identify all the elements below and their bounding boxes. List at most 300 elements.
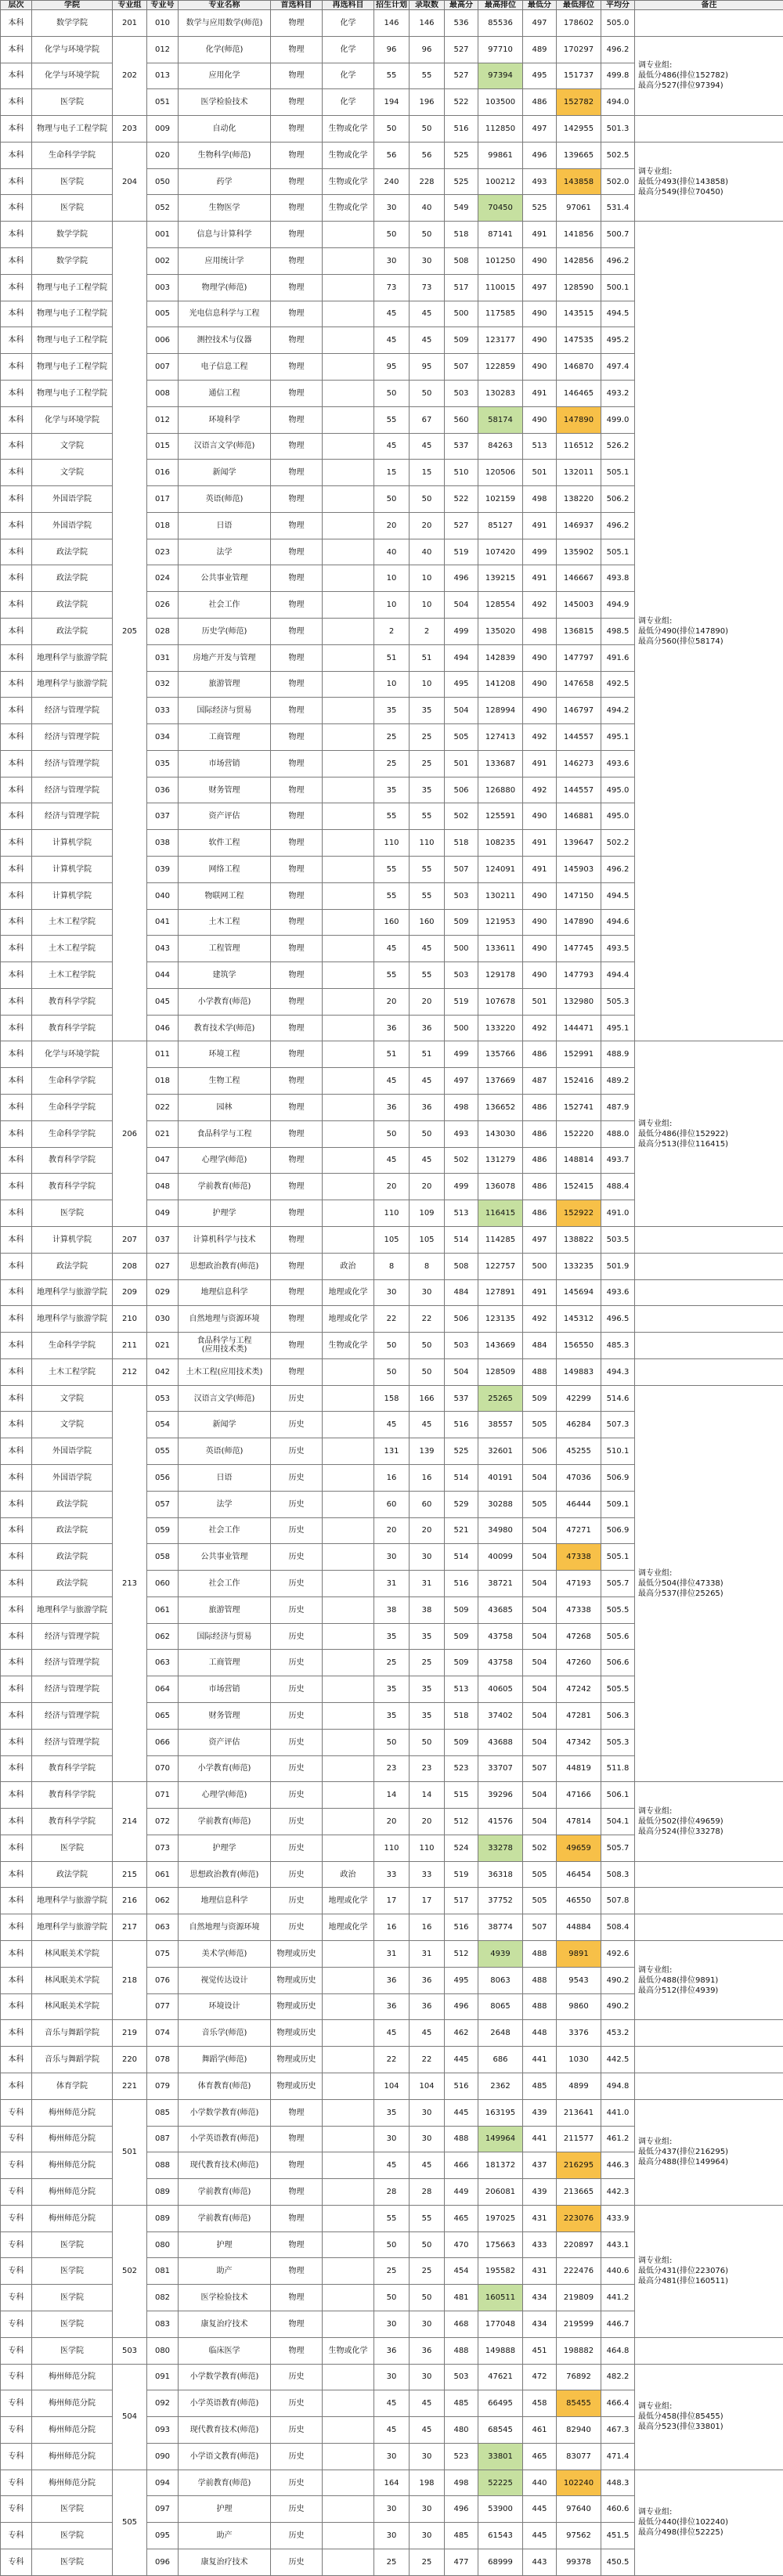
group-code-cell: 215 (113, 1861, 147, 1888)
first-subject-cell: 历史 (271, 2496, 323, 2523)
min-score-cell: 437 (523, 2152, 557, 2179)
admitted-cell: 45 (410, 2390, 445, 2417)
min-rank-cell: 47166 (557, 1782, 601, 1809)
major-code-cell: 057 (147, 1491, 179, 1517)
plan-cell: 20 (374, 988, 410, 1015)
major-name-cell: 英语(师范) (179, 1438, 271, 1465)
average-cell: 499.0 (601, 406, 635, 433)
admitted-cell: 45 (410, 936, 445, 962)
major-code-cell: 097 (147, 2496, 179, 2523)
min-score-cell: 472 (523, 2364, 557, 2390)
major-code-cell: 022 (147, 1095, 179, 1121)
admitted-cell: 50 (410, 1333, 445, 1359)
min-rank-cell: 147658 (557, 671, 601, 698)
level-cell: 本科 (1, 882, 32, 909)
school-cell: 数学学院 (32, 222, 113, 248)
admitted-cell: 104 (410, 2073, 445, 2099)
table-row (1, 10, 783, 37)
min-rank-cell: 170297 (557, 36, 601, 63)
level-cell: 本科 (1, 1517, 32, 1544)
major-name-cell: 旅游管理 (179, 671, 271, 698)
first-subject-cell: 物理 (271, 1200, 323, 1227)
major-code-cell: 095 (147, 2523, 179, 2549)
school-cell: 政法学院 (32, 1571, 113, 1597)
min-rank-cell: 147890 (557, 909, 601, 936)
min-rank-cell: 47242 (557, 1676, 601, 1703)
second-subject-cell: 化学 (323, 63, 374, 89)
major-code-cell: 023 (147, 539, 179, 565)
second-subject-cell: 化学 (323, 89, 374, 116)
second-subject-cell: 地理或化学 (323, 1279, 374, 1306)
plan-cell: 105 (374, 1226, 410, 1253)
max-rank-cell: 123177 (478, 327, 523, 354)
plan-cell: 20 (374, 1517, 410, 1544)
major-code-cell: 003 (147, 274, 179, 301)
average-cell: 493.6 (601, 750, 635, 777)
plan-cell: 20 (374, 1174, 410, 1200)
major-code-cell: 096 (147, 2549, 179, 2576)
plan-cell: 50 (374, 486, 410, 513)
second-subject-cell (323, 1729, 374, 1755)
table-row (1, 2020, 783, 2047)
min-rank-cell: 46550 (557, 1888, 601, 1914)
min-score-cell: 497 (523, 116, 557, 143)
admitted-cell: 50 (410, 116, 445, 143)
level-cell: 专科 (1, 2126, 32, 2152)
min-rank-cell: 146667 (557, 565, 601, 592)
second-subject-cell (323, 644, 374, 671)
second-subject-cell (323, 1147, 374, 1174)
average-cell: 505.6 (601, 1623, 635, 1650)
min-score-cell: 492 (523, 777, 557, 803)
max-rank-cell: 133687 (478, 750, 523, 777)
first-subject-cell: 历史 (271, 2470, 323, 2496)
major-name-cell: 市场营销 (179, 1676, 271, 1703)
major-name-cell: 物理学(师范) (179, 274, 271, 301)
level-cell: 本科 (1, 327, 32, 354)
max-rank-cell: 34980 (478, 1517, 523, 1544)
major-code-cell: 062 (147, 1888, 179, 1914)
admitted-cell: 56 (410, 142, 445, 168)
remark-cell (635, 10, 783, 37)
major-name-cell: 公共事业管理 (179, 1544, 271, 1571)
level-cell: 本科 (1, 142, 32, 168)
max-score-cell: 524 (445, 1835, 478, 1861)
min-score-cell: 434 (523, 2285, 557, 2311)
second-subject-cell (323, 1941, 374, 1968)
plan-cell: 30 (374, 2126, 410, 2152)
major-code-cell: 049 (147, 1200, 179, 1227)
level-cell: 本科 (1, 1491, 32, 1517)
school-cell: 化学与环境学院 (32, 63, 113, 89)
header-cell: 层次 (1, 1, 32, 10)
max-score-cell: 503 (445, 882, 478, 909)
level-cell: 本科 (1, 777, 32, 803)
average-cell: 506.9 (601, 1464, 635, 1491)
min-score-cell: 505 (523, 1491, 557, 1517)
major-code-cell: 054 (147, 1412, 179, 1438)
first-subject-cell: 历史 (271, 1412, 323, 1438)
major-code-cell: 091 (147, 2364, 179, 2390)
second-subject-cell (323, 1755, 374, 1782)
level-cell: 专科 (1, 2390, 32, 2417)
min-score-cell: 461 (523, 2417, 557, 2444)
max-score-cell: 505 (445, 724, 478, 751)
max-score-cell: 496 (445, 565, 478, 592)
min-rank-cell: 146273 (557, 750, 601, 777)
major-code-cell: 001 (147, 222, 179, 248)
admitted-cell: 20 (410, 988, 445, 1015)
max-score-cell: 500 (445, 301, 478, 327)
plan-cell: 110 (374, 1200, 410, 1227)
admitted-cell: 45 (410, 433, 445, 460)
major-name-cell: 现代教育技术(师范) (179, 2417, 271, 2444)
school-cell: 政法学院 (32, 539, 113, 565)
major-name-cell: 信息与计算科学 (179, 222, 271, 248)
major-code-cell: 033 (147, 698, 179, 724)
average-cell: 531.4 (601, 195, 635, 222)
average-cell: 490.2 (601, 1967, 635, 1993)
max-score-cell: 484 (445, 1279, 478, 1306)
max-rank-cell: 68545 (478, 2417, 523, 2444)
level-cell: 本科 (1, 1279, 32, 1306)
max-rank-cell: 43688 (478, 1729, 523, 1755)
second-subject-cell: 生物或化学 (323, 1333, 374, 1359)
min-rank-cell: 144471 (557, 1015, 601, 1041)
average-cell: 502.0 (601, 168, 635, 195)
remark-cell (635, 1914, 783, 1941)
first-subject-cell: 物理或历史 (271, 2020, 323, 2047)
plan-cell: 17 (374, 1888, 410, 1914)
second-subject-cell: 政治 (323, 1253, 374, 1279)
major-name-cell: 药学 (179, 168, 271, 195)
major-name-cell: 舞蹈学(师范) (179, 2047, 271, 2073)
min-rank-cell: 3376 (557, 2020, 601, 2047)
level-cell: 专科 (1, 2470, 32, 2496)
admitted-cell: 105 (410, 1226, 445, 1253)
first-subject-cell: 历史 (271, 1571, 323, 1597)
min-score-cell: 486 (523, 89, 557, 116)
admitted-cell: 30 (410, 2496, 445, 2523)
admitted-cell: 228 (410, 168, 445, 195)
plan-cell: 158 (374, 1385, 410, 1412)
major-name-cell: 园林 (179, 1095, 271, 1121)
min-score-cell: 504 (523, 1782, 557, 1809)
second-subject-cell (323, 830, 374, 857)
school-cell: 医学院 (32, 195, 113, 222)
admitted-cell: 36 (410, 1015, 445, 1041)
max-rank-cell: 4939 (478, 1941, 523, 1968)
min-score-cell: 441 (523, 2047, 557, 2073)
admitted-cell: 16 (410, 1464, 445, 1491)
max-score-cell: 501 (445, 750, 478, 777)
plan-cell: 15 (374, 460, 410, 486)
min-score-cell: 504 (523, 1596, 557, 1623)
max-score-cell: 509 (445, 1650, 478, 1676)
average-cell: 493.6 (601, 1279, 635, 1306)
major-name-cell: 康复治疗技术 (179, 2549, 271, 2576)
major-code-cell: 026 (147, 592, 179, 619)
average-cell: 492.5 (601, 671, 635, 698)
group-code-cell: 211 (113, 1333, 147, 1359)
plan-cell: 104 (374, 2073, 410, 2099)
plan-cell: 96 (374, 36, 410, 63)
min-rank-cell: 198882 (557, 2337, 601, 2364)
second-subject-cell (323, 1120, 374, 1147)
major-code-cell: 061 (147, 1861, 179, 1888)
min-rank-cell: 146870 (557, 354, 601, 381)
table-row (1, 36, 783, 63)
major-code-cell: 031 (147, 644, 179, 671)
min-score-cell: 490 (523, 698, 557, 724)
major-name-cell: 汉语言文学(师范) (179, 433, 271, 460)
min-rank-cell: 146465 (557, 380, 601, 406)
min-rank-cell: 213665 (557, 2179, 601, 2206)
level-cell: 本科 (1, 1385, 32, 1412)
first-subject-cell: 物理 (271, 539, 323, 565)
major-name-cell: 应用化学 (179, 63, 271, 89)
school-cell: 经济与管理学院 (32, 1623, 113, 1650)
second-subject-cell: 生物或化学 (323, 142, 374, 168)
second-subject-cell (323, 882, 374, 909)
max-score-cell: 518 (445, 830, 478, 857)
group-code-cell: 505 (113, 2470, 147, 2575)
group-code-cell: 221 (113, 2073, 147, 2099)
school-cell: 生命科学学院 (32, 1333, 113, 1359)
major-code-cell: 089 (147, 2179, 179, 2206)
second-subject-cell (323, 2390, 374, 2417)
school-cell: 政法学院 (32, 1861, 113, 1888)
min-rank-cell: 143858 (557, 168, 601, 195)
header-row (1, 1, 783, 10)
major-name-cell: 地理信息科学 (179, 1279, 271, 1306)
max-score-cell: 499 (445, 1174, 478, 1200)
average-cell: 509.1 (601, 1491, 635, 1517)
school-cell: 经济与管理学院 (32, 803, 113, 830)
first-subject-cell: 历史 (271, 1861, 323, 1888)
max-rank-cell: 100212 (478, 168, 523, 195)
max-score-cell: 500 (445, 1015, 478, 1041)
admitted-cell: 10 (410, 565, 445, 592)
min-score-cell: 443 (523, 2549, 557, 2576)
average-cell: 501.9 (601, 1253, 635, 1279)
second-subject-cell (323, 1544, 374, 1571)
school-cell: 经济与管理学院 (32, 777, 113, 803)
level-cell: 本科 (1, 909, 32, 936)
min-score-cell: 505 (523, 1861, 557, 1888)
major-code-cell: 085 (147, 2099, 179, 2126)
average-cell: 494.2 (601, 698, 635, 724)
table-row (1, 1226, 783, 1253)
major-code-cell: 050 (147, 168, 179, 195)
min-rank-cell: 47193 (557, 1571, 601, 1597)
school-cell: 医学院 (32, 2523, 113, 2549)
plan-cell: 40 (374, 539, 410, 565)
max-rank-cell: 32601 (478, 1438, 523, 1465)
admitted-cell: 50 (410, 1120, 445, 1147)
admitted-cell: 25 (410, 724, 445, 751)
admitted-cell: 45 (410, 1412, 445, 1438)
first-subject-cell: 物理或历史 (271, 1967, 323, 1993)
min-rank-cell: 42299 (557, 1385, 601, 1412)
remark-cell: 调专业组: 最低分440(排位102240) 最高分498(排位52225) (635, 2470, 783, 2575)
first-subject-cell: 历史 (271, 1729, 323, 1755)
max-rank-cell: 160511 (478, 2285, 523, 2311)
average-cell: 488.0 (601, 1120, 635, 1147)
major-name-cell: 新闻学 (179, 460, 271, 486)
admitted-cell: 60 (410, 1491, 445, 1517)
level-cell: 本科 (1, 698, 32, 724)
second-subject-cell (323, 222, 374, 248)
average-cell: 495.1 (601, 724, 635, 751)
first-subject-cell: 物理 (271, 222, 323, 248)
admitted-cell: 22 (410, 1306, 445, 1333)
major-code-cell: 034 (147, 724, 179, 751)
school-cell: 经济与管理学院 (32, 1703, 113, 1730)
max-rank-cell: 43758 (478, 1650, 523, 1676)
major-code-cell: 075 (147, 1941, 179, 1968)
max-score-cell: 470 (445, 2231, 478, 2258)
average-cell: 498.5 (601, 618, 635, 644)
school-cell: 教育科学学院 (32, 1782, 113, 1809)
major-code-cell: 029 (147, 1279, 179, 1306)
min-score-cell: 491 (523, 857, 557, 883)
max-rank-cell: 143669 (478, 1333, 523, 1359)
max-rank-cell: 58174 (478, 406, 523, 433)
major-name-cell: 日语 (179, 512, 271, 539)
min-rank-cell: 116512 (557, 433, 601, 460)
first-subject-cell: 物理 (271, 327, 323, 354)
plan-cell: 55 (374, 803, 410, 830)
major-name-cell: 公共事业管理 (179, 565, 271, 592)
admitted-cell: 30 (410, 1279, 445, 1306)
min-score-cell: 504 (523, 1729, 557, 1755)
school-cell: 林风眠美术学院 (32, 1993, 113, 2020)
second-subject-cell (323, 512, 374, 539)
major-code-cell: 060 (147, 1571, 179, 1597)
admitted-cell: 55 (410, 962, 445, 989)
plan-cell: 50 (374, 380, 410, 406)
plan-cell: 60 (374, 1491, 410, 1517)
max-rank-cell: 135766 (478, 1041, 523, 1068)
max-rank-cell: 116415 (478, 1200, 523, 1227)
plan-cell: 35 (374, 1703, 410, 1730)
major-code-cell: 063 (147, 1914, 179, 1941)
school-cell: 外国语学院 (32, 486, 113, 513)
min-rank-cell: 146937 (557, 512, 601, 539)
max-rank-cell: 686 (478, 2047, 523, 2073)
max-rank-cell: 40605 (478, 1676, 523, 1703)
average-cell: 471.4 (601, 2443, 635, 2470)
major-code-cell: 010 (147, 10, 179, 37)
group-code-cell: 208 (113, 1253, 147, 1279)
min-score-cell: 496 (523, 142, 557, 168)
min-rank-cell: 45255 (557, 1438, 601, 1465)
min-rank-cell: 9891 (557, 1941, 601, 1968)
max-rank-cell: 39296 (478, 1782, 523, 1809)
major-name-cell: 历史学(师范) (179, 618, 271, 644)
max-rank-cell: 130211 (478, 882, 523, 909)
average-cell: 493.5 (601, 936, 635, 962)
level-cell: 本科 (1, 1861, 32, 1888)
max-score-cell: 485 (445, 2390, 478, 2417)
header-cell: 专业号 (147, 1, 179, 10)
max-rank-cell: 97710 (478, 36, 523, 63)
max-score-cell: 502 (445, 1147, 478, 1174)
level-cell: 本科 (1, 1095, 32, 1121)
average-cell: 495.0 (601, 803, 635, 830)
max-rank-cell: 33707 (478, 1755, 523, 1782)
min-rank-cell: 146797 (557, 698, 601, 724)
major-name-cell: 小学教育(师范) (179, 1755, 271, 1782)
average-cell: 460.6 (601, 2496, 635, 2523)
plan-cell: 35 (374, 698, 410, 724)
second-subject-cell (323, 2470, 374, 2496)
major-code-cell: 006 (147, 327, 179, 354)
first-subject-cell: 物理 (271, 1120, 323, 1147)
major-name-cell: 国际经济与贸易 (179, 698, 271, 724)
min-rank-cell: 82940 (557, 2417, 601, 2444)
plan-cell: 2 (374, 618, 410, 644)
max-rank-cell: 128994 (478, 698, 523, 724)
plan-cell: 35 (374, 1676, 410, 1703)
max-rank-cell: 61543 (478, 2523, 523, 2549)
level-cell: 专科 (1, 2443, 32, 2470)
min-score-cell: 504 (523, 1517, 557, 1544)
second-subject-cell (323, 486, 374, 513)
level-cell: 专科 (1, 2417, 32, 2444)
level-cell: 本科 (1, 1623, 32, 1650)
major-name-cell: 学前教育(师范) (179, 2470, 271, 2496)
min-score-cell: 493 (523, 168, 557, 195)
average-cell: 494.9 (601, 592, 635, 619)
average-cell: 514.6 (601, 1385, 635, 1412)
min-rank-cell: 47338 (557, 1596, 601, 1623)
school-cell: 计算机学院 (32, 1226, 113, 1253)
first-subject-cell: 物理 (271, 618, 323, 644)
max-score-cell: 537 (445, 1385, 478, 1412)
admitted-cell: 30 (410, 1544, 445, 1571)
remark-cell: 调专业组: 最低分504(排位47338) 最高分537(排位25265) (635, 1385, 783, 1782)
second-subject-cell (323, 433, 374, 460)
min-score-cell: 505 (523, 1412, 557, 1438)
major-name-cell: 环境科学 (179, 406, 271, 433)
min-score-cell: 491 (523, 830, 557, 857)
average-cell: 493.7 (601, 1147, 635, 1174)
major-name-cell: 资产评估 (179, 1729, 271, 1755)
min-rank-cell: 44819 (557, 1755, 601, 1782)
plan-cell: 30 (374, 2496, 410, 2523)
min-score-cell: 490 (523, 882, 557, 909)
min-score-cell: 490 (523, 671, 557, 698)
min-rank-cell: 97061 (557, 195, 601, 222)
major-name-cell: 工程管理 (179, 936, 271, 962)
remark-cell: 调专业组: 最低分486(排位152922) 最高分513(排位116415) (635, 1041, 783, 1226)
plan-cell: 164 (374, 2470, 410, 2496)
first-subject-cell: 历史 (271, 1544, 323, 1571)
level-cell: 本科 (1, 644, 32, 671)
level-cell: 本科 (1, 1729, 32, 1755)
school-cell: 化学与环境学院 (32, 406, 113, 433)
min-rank-cell: 136815 (557, 618, 601, 644)
max-rank-cell: 2362 (478, 2073, 523, 2099)
max-score-cell: 516 (445, 116, 478, 143)
second-subject-cell (323, 777, 374, 803)
max-score-cell: 517 (445, 1888, 478, 1914)
admitted-cell: 30 (410, 2099, 445, 2126)
level-cell: 本科 (1, 1967, 32, 1993)
header-cell: 招生计划 (374, 1, 410, 10)
